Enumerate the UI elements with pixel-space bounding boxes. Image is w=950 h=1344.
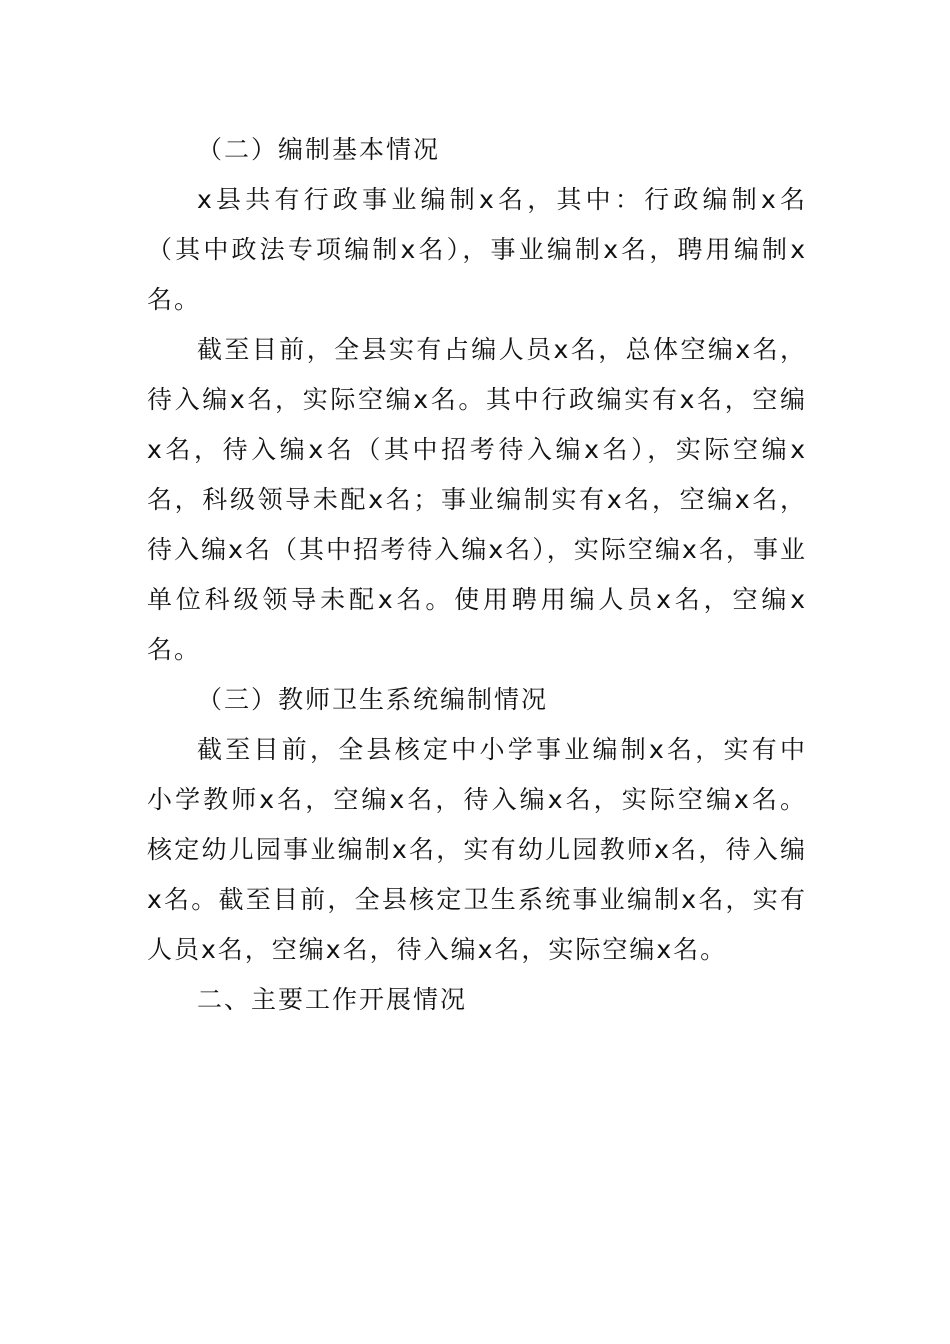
document-body: [147, 125, 807, 1025]
paragraph-teacher-health-status: 截至目前，全县核定中小学事业编制x名，实有中小学教师x名，空编x名，待入编x名，实际空编x名。核定幼儿园事业编制x名，实有幼儿园教师x名，待入编x名。截至目前，全县核定卫生系统事业编制x名，实有人员x名，空编x名，待入编x名，实际空编x名。: [147, 735, 807, 964]
heading-teacher-health-staffing: （三）教师卫生系统编制情况: [197, 685, 549, 714]
heading-staffing-basics: （二）编制基本情况: [197, 135, 441, 164]
paragraph-staffing-status: 截至目前，全县实有占编人员x名，总体空编x名，待入编x名，实际空编x名。其中行政编实有x名，空编x名，待入编x名（其中招考待入编x名），实际空编x名，科级领导未配x名；事业编制实有x名，空编x名，待入编x名（其中招考待入编x名），实际空编x名，事业单位科级领导未配x名。使用聘用编人员x名，空编x名。: [147, 335, 807, 664]
paragraph-staffing-totals: x县共有行政事业编制x名，其中：行政编制x名（其中政法专项编制x名），事业编制x名，聘用编制x名。: [147, 185, 807, 314]
heading-main-work: 二、主要工作开展情况: [197, 985, 468, 1014]
